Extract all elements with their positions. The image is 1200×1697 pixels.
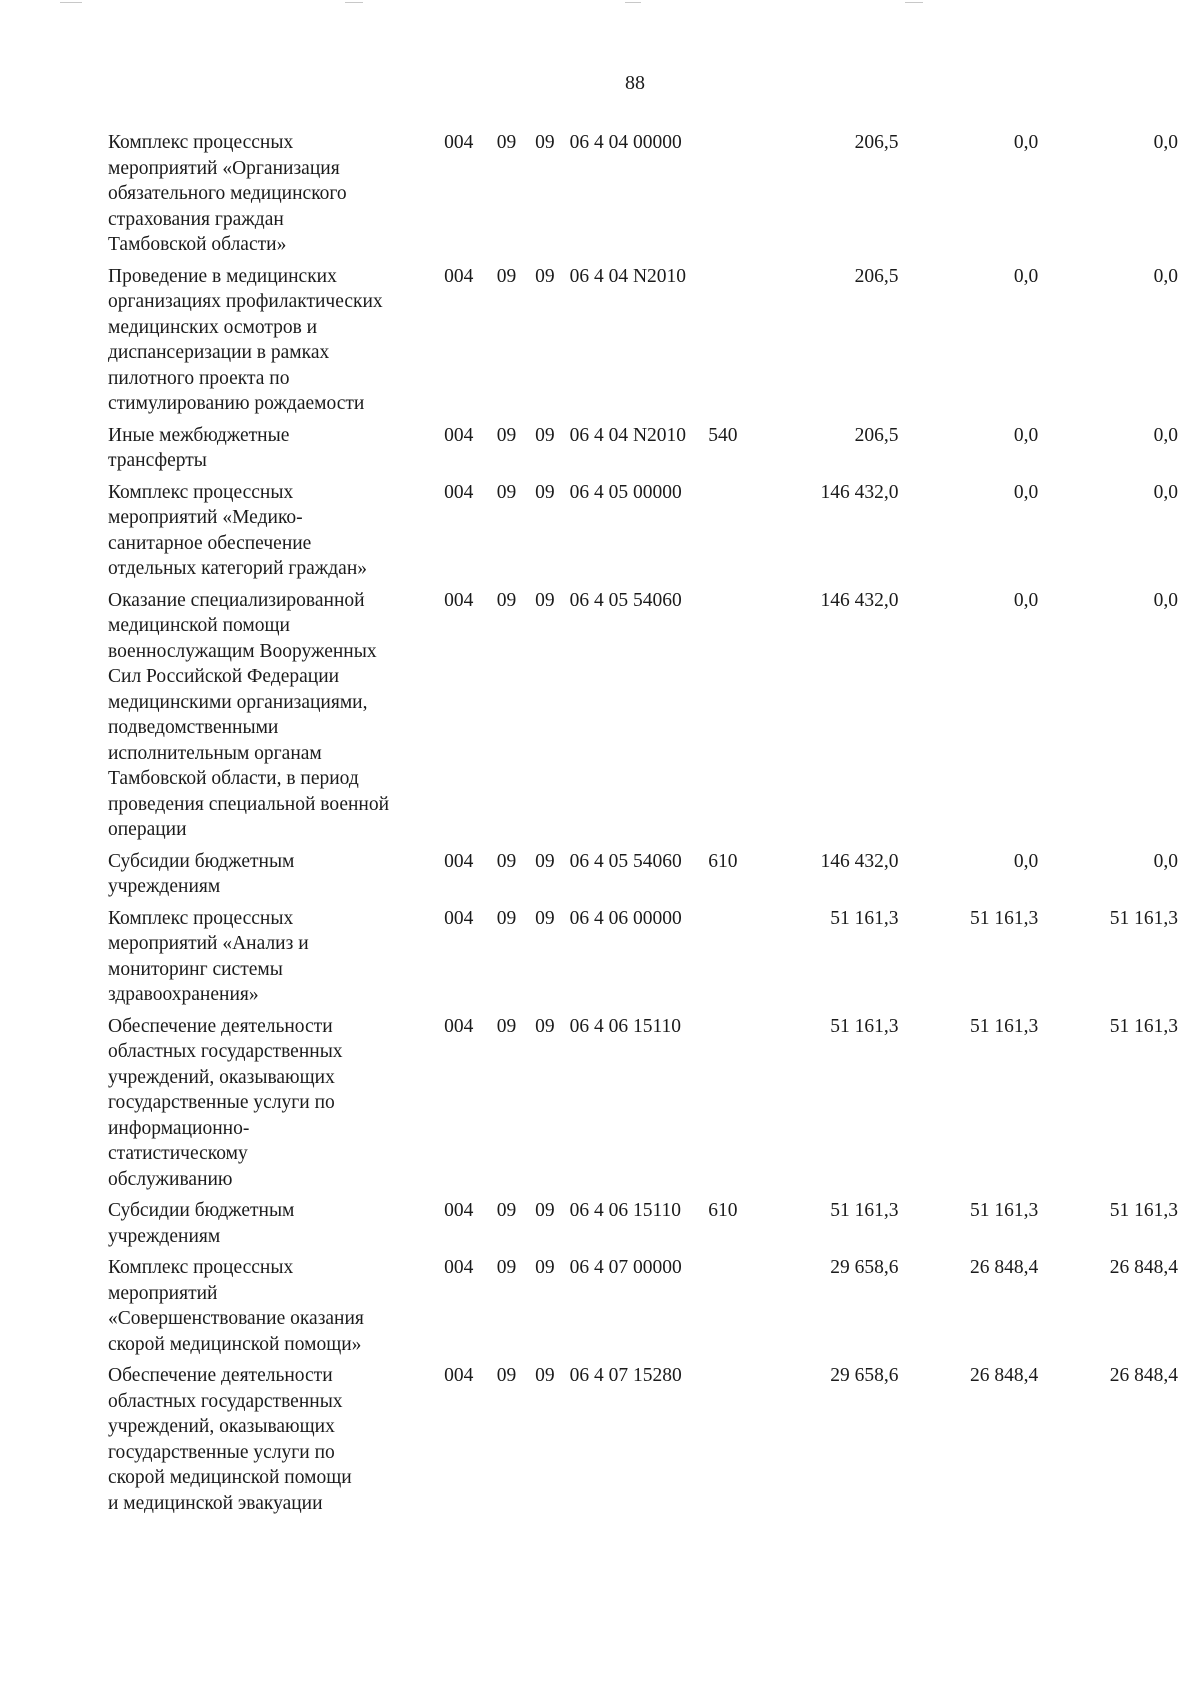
table-row bbox=[108, 1363, 1178, 1522]
item-name-line: обслуживанию bbox=[108, 1168, 233, 1190]
subsection-code: 09 bbox=[535, 1365, 555, 1386]
item-name bbox=[108, 1014, 444, 1199]
amount-year-2: 51 161,3 bbox=[969, 1200, 1039, 1221]
amount-year-3: 0,0 bbox=[1153, 132, 1178, 153]
amount-year-3: 26 848,4 bbox=[1109, 1257, 1178, 1278]
item-name-line: Обеспечение деятельности bbox=[108, 1015, 333, 1037]
amount-year-1: 146 432,0 bbox=[820, 850, 899, 872]
item-name-line: государственные услуги по bbox=[108, 1441, 335, 1463]
table-row bbox=[108, 588, 1178, 849]
item-name-line: Иные межбюджетные bbox=[108, 424, 290, 446]
section-code: 09 bbox=[496, 850, 517, 872]
table-row bbox=[108, 130, 1178, 264]
amount-year-3: 26 848,4 bbox=[1109, 1365, 1178, 1386]
subsection-code: 09 bbox=[535, 481, 555, 503]
amount-year-3: 0,0 bbox=[1153, 265, 1178, 287]
item-name-line: государственные услуги по bbox=[108, 1092, 335, 1113]
target-article-code: 06 4 05 54060 bbox=[569, 589, 682, 611]
amount-year-1: 206,5 bbox=[854, 132, 899, 153]
section-code: 09 bbox=[496, 265, 517, 287]
item-name-line: диспансеризации в рамках bbox=[108, 342, 330, 363]
target-article-code: 06 4 04 N2010 bbox=[569, 265, 687, 287]
item-name-line: «Совершенствование оказания bbox=[108, 1308, 364, 1329]
amount-year-2: 26 848,4 bbox=[969, 1365, 1039, 1386]
target-article-code: 06 4 05 54060 bbox=[569, 850, 682, 872]
section-code: 09 bbox=[496, 481, 517, 503]
subsection-code: 09 bbox=[535, 1200, 555, 1221]
target-article-code: 06 4 06 00000 bbox=[569, 907, 682, 929]
amount-year-1: 29 658,6 bbox=[830, 1365, 899, 1386]
expense-type-code bbox=[708, 264, 759, 423]
grbs-code: 004 bbox=[444, 1365, 474, 1386]
expense-type-code: 540 bbox=[708, 424, 738, 446]
item-name bbox=[108, 906, 444, 1014]
target-article-code: 06 4 06 15110 bbox=[569, 1200, 681, 1221]
item-name-line: операции bbox=[108, 819, 187, 840]
item-name-line: и медицинской эвакуации bbox=[108, 1492, 323, 1514]
section-code: 09 bbox=[496, 589, 517, 611]
section-code: 09 bbox=[496, 1365, 517, 1386]
item-name-line: отдельных категорий граждан» bbox=[108, 558, 368, 579]
item-name bbox=[108, 849, 444, 906]
item-name-line: скорой медицинской помощи bbox=[108, 1467, 352, 1488]
item-name-line: областных государственных bbox=[108, 1041, 343, 1062]
item-name bbox=[108, 1255, 444, 1363]
section-code: 09 bbox=[496, 424, 517, 446]
table-row bbox=[108, 264, 1178, 423]
grbs-code: 004 bbox=[444, 265, 474, 287]
grbs-code: 004 bbox=[444, 850, 474, 872]
item-name-line: учреждениям bbox=[108, 876, 221, 897]
item-name-line: Комплекс процессных bbox=[108, 907, 294, 929]
amount-year-1: 51 161,3 bbox=[830, 907, 899, 929]
expense-type-code bbox=[708, 130, 759, 264]
item-name-line: Сил Российской Федерации bbox=[108, 666, 340, 687]
scan-artifact bbox=[625, 2, 641, 3]
amount-year-2: 0,0 bbox=[1013, 265, 1039, 287]
subsection-code: 09 bbox=[535, 132, 555, 153]
amount-year-1: 29 658,6 bbox=[830, 1257, 899, 1278]
item-name-line: организациях профилактических bbox=[108, 291, 383, 312]
expense-type-code bbox=[708, 1363, 759, 1522]
table-row bbox=[108, 423, 1178, 480]
item-name bbox=[108, 588, 444, 849]
expense-type-code: 610 bbox=[708, 1200, 738, 1221]
amount-year-1: 51 161,3 bbox=[830, 1015, 899, 1037]
item-name-line: Тамбовской области» bbox=[108, 234, 287, 255]
item-name-line: мероприятий «Организация bbox=[108, 157, 340, 179]
item-name-line: санитарное обеспечение bbox=[108, 532, 312, 554]
item-name-line: Обеспечение деятельности bbox=[108, 1365, 333, 1386]
item-name bbox=[108, 1198, 444, 1255]
section-code: 09 bbox=[496, 1200, 517, 1221]
budget-table bbox=[108, 130, 1178, 1522]
item-name-line: мероприятий «Медико- bbox=[108, 507, 303, 528]
item-name-line: областных государственных bbox=[108, 1390, 343, 1412]
scan-artifact bbox=[905, 2, 923, 3]
section-code: 09 bbox=[496, 1257, 517, 1278]
item-name-line: учреждений, оказывающих bbox=[108, 1416, 335, 1437]
subsection-code: 09 bbox=[535, 907, 555, 929]
target-article-code: 06 4 04 N2010 bbox=[569, 424, 687, 446]
page-number: 88 bbox=[625, 72, 645, 94]
item-name-line: стимулированию рождаемости bbox=[108, 393, 365, 414]
item-name bbox=[108, 264, 444, 423]
item-name bbox=[108, 1363, 444, 1522]
item-name-line: медицинскими организациями, bbox=[108, 691, 368, 713]
subsection-code: 09 bbox=[535, 589, 555, 611]
grbs-code: 004 bbox=[444, 1200, 474, 1221]
item-name-line: военнослужащим Вооруженных bbox=[108, 640, 377, 662]
amount-year-2: 51 161,3 bbox=[969, 907, 1039, 929]
item-name bbox=[108, 423, 444, 480]
amount-year-1: 146 432,0 bbox=[820, 589, 899, 611]
amount-year-1: 51 161,3 bbox=[830, 1200, 899, 1221]
item-name-line: трансферты bbox=[108, 450, 207, 471]
item-name-line: учреждений, оказывающих bbox=[108, 1066, 335, 1088]
subsection-code: 09 bbox=[535, 424, 555, 446]
item-name-line: мероприятий «Анализ и bbox=[108, 933, 309, 954]
target-article-code: 06 4 04 00000 bbox=[569, 132, 682, 153]
grbs-code: 004 bbox=[444, 589, 474, 611]
table-row bbox=[108, 906, 1178, 1014]
item-name-line: медицинских осмотров и bbox=[108, 316, 318, 338]
amount-year-1: 206,5 bbox=[854, 424, 899, 446]
item-name-line: Субсидии бюджетным bbox=[108, 850, 295, 872]
item-name bbox=[108, 480, 444, 588]
subsection-code: 09 bbox=[535, 1015, 555, 1037]
amount-year-2: 26 848,4 bbox=[969, 1257, 1039, 1278]
grbs-code: 004 bbox=[444, 481, 474, 503]
item-name-line: Оказание специализированной bbox=[108, 589, 365, 611]
item-name-line: скорой медицинской помощи» bbox=[108, 1333, 362, 1355]
table-row bbox=[108, 480, 1178, 588]
target-article-code: 06 4 07 15280 bbox=[569, 1365, 682, 1386]
amount-year-3: 0,0 bbox=[1153, 589, 1178, 611]
item-name bbox=[108, 130, 444, 264]
item-name-line: пилотного проекта по bbox=[108, 367, 290, 389]
subsection-code: 09 bbox=[535, 850, 555, 872]
amount-year-1: 206,5 bbox=[854, 265, 899, 287]
item-name-line: Проведение в медицинских bbox=[108, 265, 337, 287]
item-name-line: исполнительным органам bbox=[108, 742, 322, 764]
item-name-line: информационно- bbox=[108, 1117, 250, 1139]
subsection-code: 09 bbox=[535, 1257, 555, 1278]
target-article-code: 06 4 06 15110 bbox=[569, 1015, 681, 1037]
table-row bbox=[108, 1255, 1178, 1363]
amount-year-3: 0,0 bbox=[1153, 424, 1178, 446]
item-name-line: Субсидии бюджетным bbox=[108, 1200, 295, 1221]
table-body bbox=[108, 130, 1178, 1522]
section-code: 09 bbox=[496, 1015, 517, 1037]
table-row bbox=[108, 1014, 1178, 1199]
section-code: 09 bbox=[496, 907, 517, 929]
table-row bbox=[108, 849, 1178, 906]
expense-type-code bbox=[708, 1014, 759, 1199]
section-code: 09 bbox=[496, 132, 517, 153]
item-name-line: мероприятий bbox=[108, 1282, 218, 1304]
grbs-code: 004 bbox=[444, 907, 474, 929]
item-name-line: медицинской помощи bbox=[108, 615, 290, 636]
amount-year-2: 0,0 bbox=[1013, 481, 1039, 503]
expense-type-code bbox=[708, 1255, 759, 1363]
amount-year-2: 0,0 bbox=[1013, 132, 1039, 153]
grbs-code: 004 bbox=[444, 1015, 474, 1037]
amount-year-1: 146 432,0 bbox=[820, 481, 899, 503]
item-name-line: Комплекс процессных bbox=[108, 481, 294, 503]
target-article-code: 06 4 05 00000 bbox=[569, 481, 682, 503]
item-name-line: мониторинг системы bbox=[108, 958, 283, 980]
amount-year-2: 0,0 bbox=[1013, 589, 1039, 611]
amount-year-2: 51 161,3 bbox=[969, 1015, 1039, 1037]
item-name-line: Тамбовской области, в период bbox=[108, 768, 359, 789]
amount-year-3: 51 161,3 bbox=[1109, 1200, 1178, 1221]
grbs-code: 004 bbox=[444, 132, 474, 153]
expense-type-code bbox=[708, 480, 759, 588]
expense-type-code: 610 bbox=[708, 850, 738, 872]
item-name-line: здравоохранения» bbox=[108, 984, 259, 1005]
item-name-line: подведомственными bbox=[108, 717, 279, 738]
target-article-code: 06 4 07 00000 bbox=[569, 1257, 682, 1278]
grbs-code: 004 bbox=[444, 424, 474, 446]
amount-year-2: 0,0 bbox=[1013, 850, 1039, 872]
item-name-line: Комплекс процессных bbox=[108, 132, 294, 153]
grbs-code: 004 bbox=[444, 1257, 474, 1278]
amount-year-3: 51 161,3 bbox=[1109, 1015, 1178, 1037]
item-name-line: статистическому bbox=[108, 1143, 248, 1164]
expense-type-code bbox=[708, 588, 759, 849]
table-row bbox=[108, 1198, 1178, 1255]
subsection-code: 09 bbox=[535, 265, 555, 287]
amount-year-3: 0,0 bbox=[1153, 481, 1178, 503]
scan-artifact bbox=[60, 2, 82, 3]
amount-year-3: 51 161,3 bbox=[1109, 907, 1178, 929]
expense-type-code bbox=[708, 906, 759, 1014]
item-name-line: проведения специальной военной bbox=[108, 793, 390, 815]
item-name-line: страхования граждан bbox=[108, 208, 284, 230]
item-name-line: Комплекс процессных bbox=[108, 1257, 294, 1278]
item-name-line: обязательного медицинского bbox=[108, 183, 347, 204]
scan-artifact bbox=[345, 2, 363, 3]
amount-year-2: 0,0 bbox=[1013, 424, 1039, 446]
item-name-line: учреждениям bbox=[108, 1225, 221, 1247]
amount-year-3: 0,0 bbox=[1153, 850, 1178, 872]
